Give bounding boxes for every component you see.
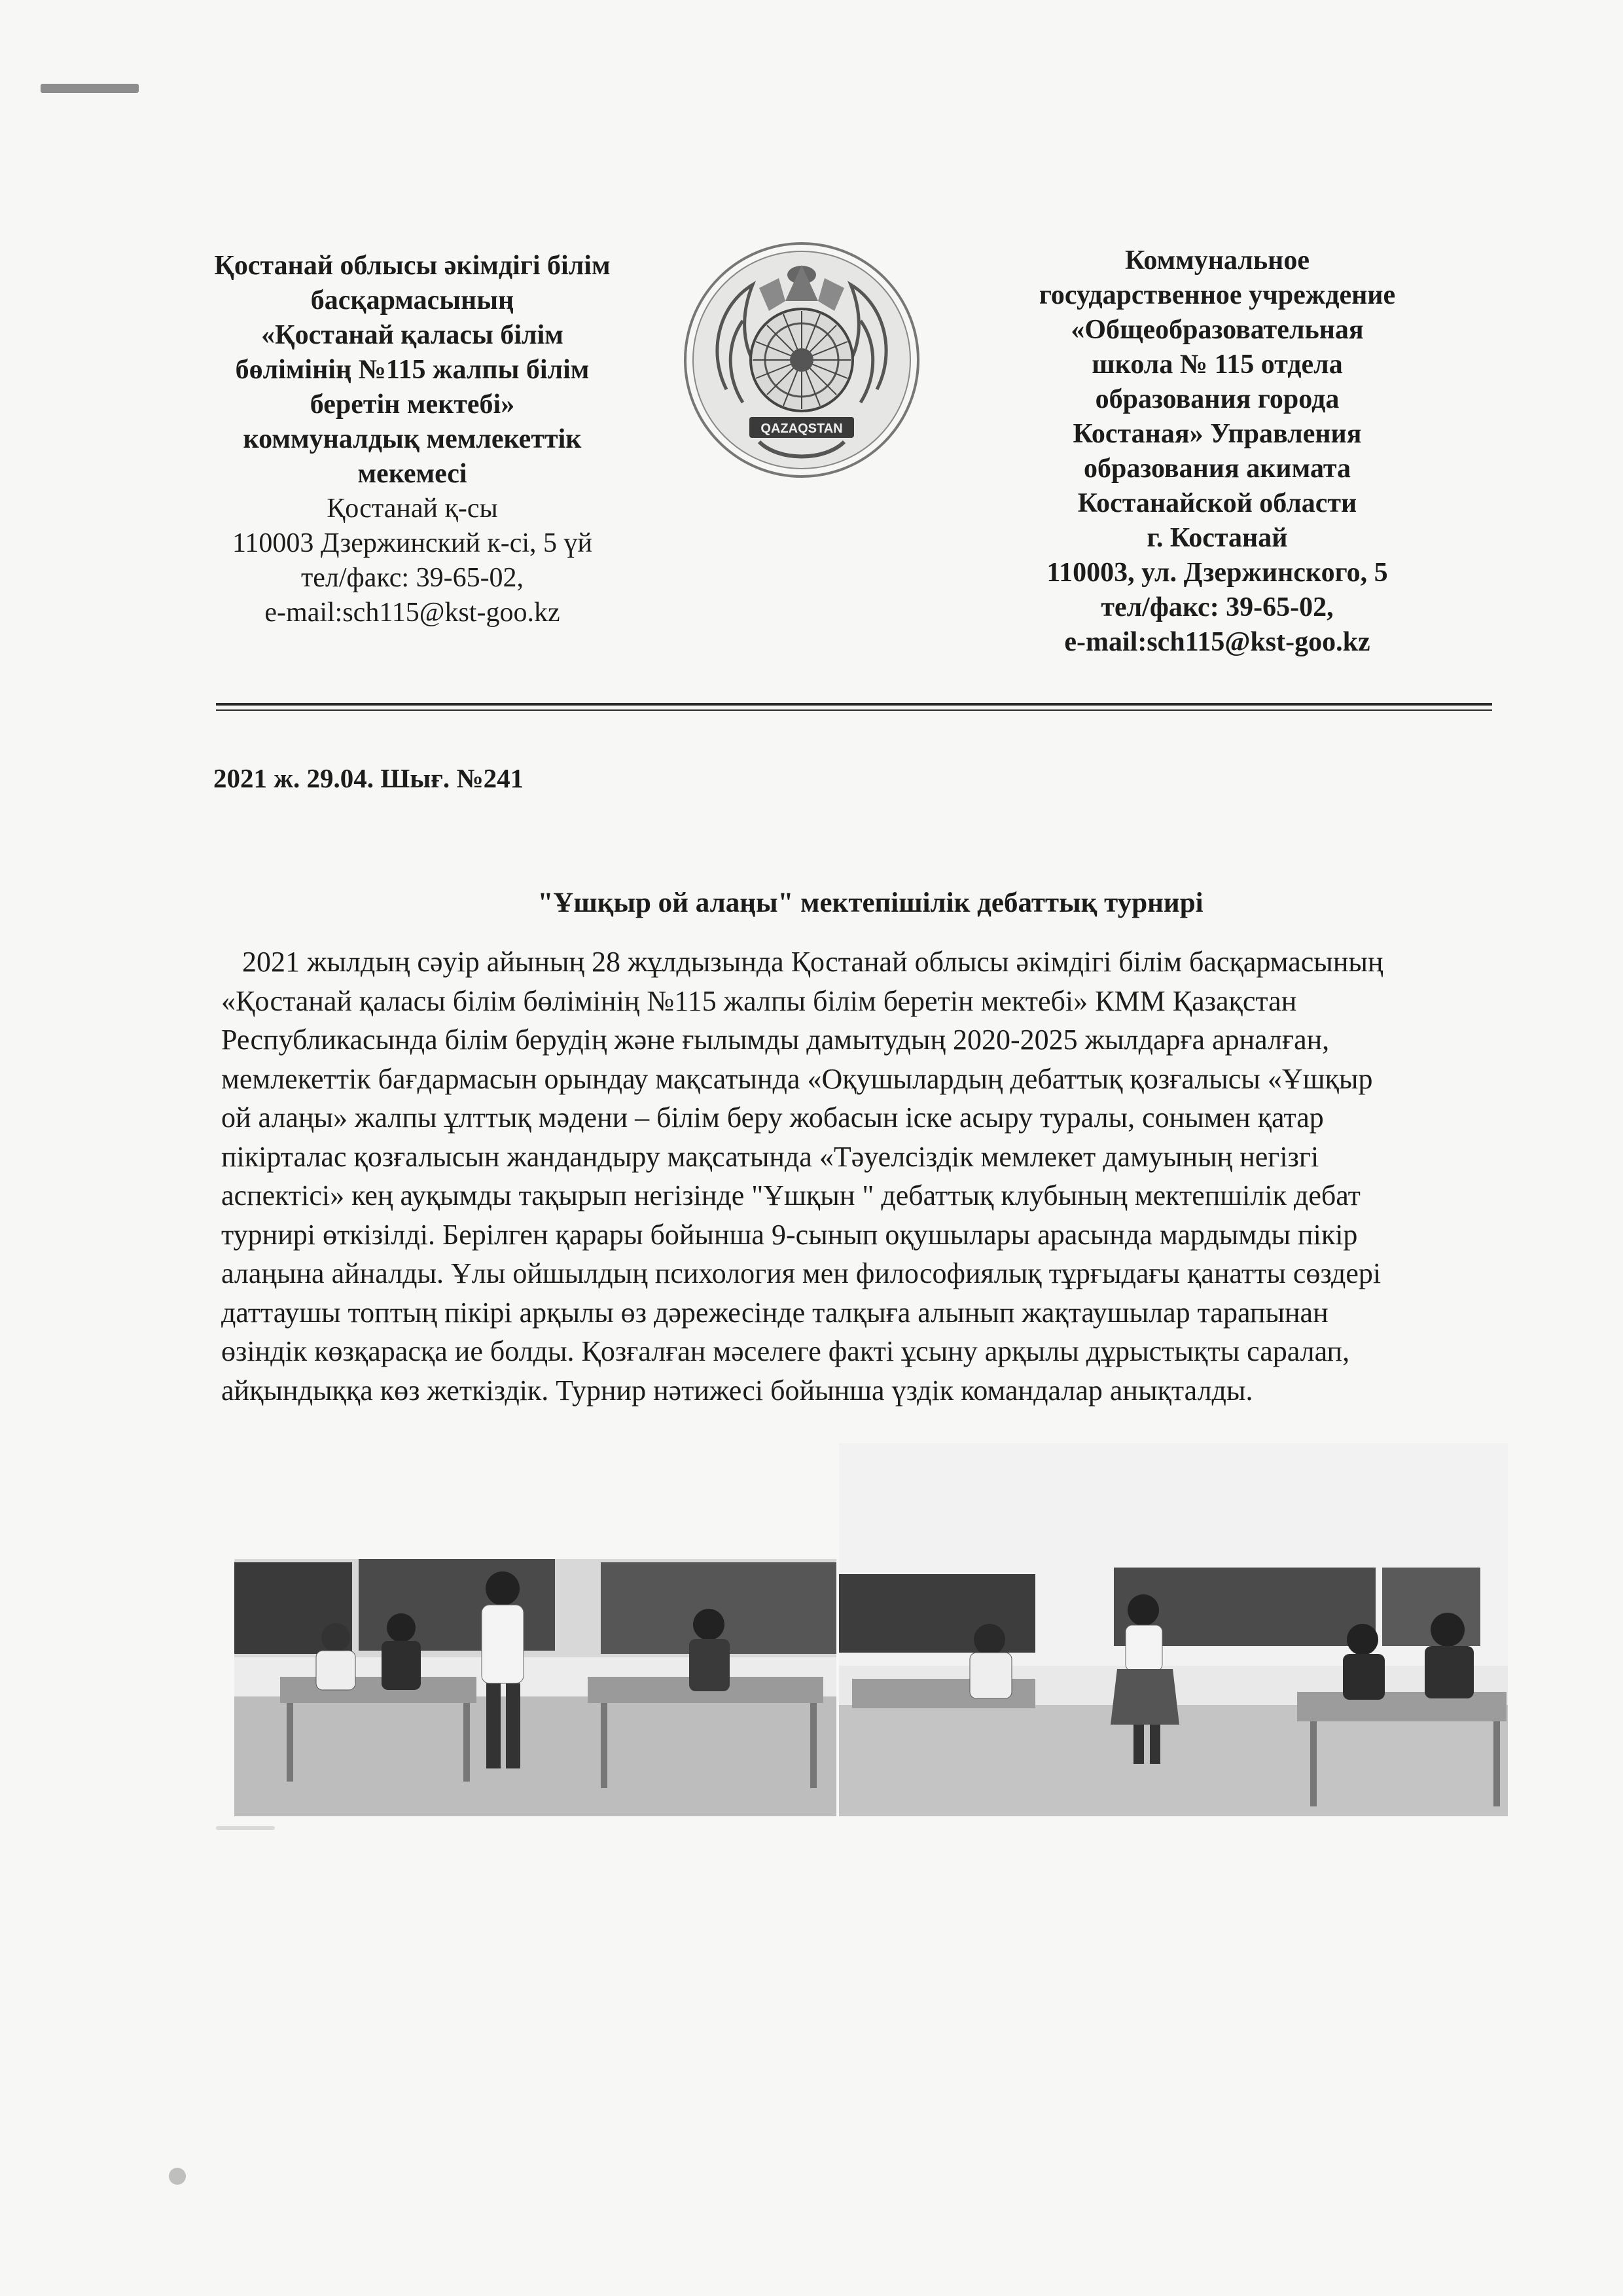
header-left-line: бөлімінің №115 жалпы білім (235, 355, 590, 385)
document-title: "Ұшқыр ой алаңы" мектепішілік дебаттық турнирі (537, 888, 1204, 918)
state-emblem-icon (681, 239, 923, 481)
scan-artifact-dot (169, 2168, 186, 2185)
header-left-line: беретін мектебі» (310, 389, 515, 420)
body-line: аспектісі» кең ауқымды тақырып негізінде "Ұшқын " дебаттық клубының мектепшілік дебат (221, 1179, 1361, 1211)
body-line: даттаушы топтың пікірі арқылы өз дәрежесінде талқыға алынып жақтаушылар тарапынан (221, 1296, 1329, 1329)
debate-photo-right (839, 1443, 1508, 1816)
header-right-line: e-mail:sch115@kst-goo.kz (1064, 627, 1370, 657)
header-right-line: Коммунальное (1125, 245, 1310, 276)
header-right-line: образования города (1095, 384, 1340, 414)
state-emblem (681, 239, 923, 481)
outgoing-reference: 2021 ж. 29.04. Шығ. №241 (213, 763, 524, 793)
header-right-line: государственное учреждение (1039, 280, 1396, 310)
header-left-kazakh (164, 249, 661, 630)
body-line: пікірталас қозғалысын жандандыру мақсатында «Тәуелсіздік мемлекет дамуының негізгі (221, 1140, 1319, 1173)
header-right-line: образования акимата (1083, 454, 1351, 484)
header-right-line: 110003, ул. Дзержинского, 5 (1046, 558, 1388, 588)
body-line: турнирі өткізілді. Берілген қарары бойынша 9-сынып оқушылары арасында мардымды пікір (221, 1218, 1358, 1251)
header-left-line: тел/факс: 39-65-02, (300, 563, 524, 593)
header-right-line: школа № 115 отдела (1092, 350, 1343, 380)
body-line: айқындыққа көз жеткіздік. Турнир нәтижесі бойынша үздік командалар анықталды. (221, 1374, 1253, 1407)
header-right-line: Костанайской области (1077, 488, 1357, 518)
header-right-line: «Общеобразовательная (1071, 315, 1364, 345)
body-line: 2021 жылдың сәуір айының 28 жұлдызында Қостанай облысы әкімдігі білім басқармасының (242, 946, 1383, 978)
header-left-line: e-mail:sch115@kst-goo.kz (264, 598, 560, 628)
emblem-label: QAZAQSTAN (760, 422, 843, 436)
header-divider (216, 703, 1492, 706)
header-right-line: тел/факс: 39-65-02, (1101, 592, 1334, 622)
header-right-line: г. Костанай (1147, 523, 1288, 553)
body-line: алаңына айналды. Ұлы ойшылдың психология мен философиялық тұрғыдағы қанатты сөздері (221, 1257, 1382, 1289)
scan-artifact-bar (41, 84, 139, 93)
header-divider-thin (216, 709, 1492, 711)
body-paragraph (221, 942, 1497, 1410)
body-line: ой алаңы» жалпы ұлттық мәдени – білім беру жобасын іске асыру туралы, сонымен қатар (221, 1102, 1324, 1134)
debate-photo-left (234, 1559, 836, 1816)
header-left-line: «Қостанай қаласы білім (261, 320, 563, 350)
body-line: мемлекеттік бағдармасын орындау мақсатында «Оқушылардың дебаттық қозғалысы «Ұшқыр (221, 1062, 1373, 1095)
body-line: Республикасында білім берудің және ғылымды дамытудың 2020-2025 жылдарға арналған, (221, 1024, 1330, 1056)
header-left-line: Қостанай қ-сы (327, 493, 498, 524)
header-left-line: басқармасының (310, 285, 514, 315)
header-left-line: Қостанай облысы әкімдігі білім (214, 251, 611, 281)
body-line: өзіндік көзқарасқа ие болды. Қозғалған мәселеге факті ұсыну арқылы дұрыстықты саралап, (221, 1335, 1350, 1367)
header-left-line: коммуналдық мемлекеттік (243, 424, 582, 454)
scan-artifact-dot (216, 1826, 275, 1830)
header-left-line: 110003 Дзержинский к-сі, 5 үй (232, 528, 593, 558)
header-right-line: Костаная» Управления (1073, 419, 1362, 449)
body-line: «Қостанай қаласы білім бөлімінің №115 жалпы білім беретін мектебі» КММ Қазақстан (221, 984, 1297, 1017)
header-right-russian (952, 243, 1482, 660)
header-left-line: мекемесі (357, 459, 467, 489)
